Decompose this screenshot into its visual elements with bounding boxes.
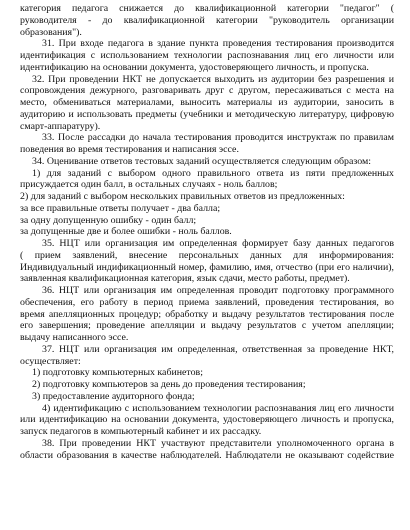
text-line: 2) подготовку компьютеров за день до проведения тестирования; xyxy=(32,379,306,390)
text-line: 34. Оценивание ответов тестовых заданий осуществляется следующим образом: xyxy=(32,155,371,167)
text-line: обеспечения, его работу в период приема заявлений, проведения тестирования, во xyxy=(20,296,394,308)
text-line: аудиторию и использовать предметы (учебники и методическую литературу, цифровую xyxy=(20,108,394,120)
text-line: руководителя - до квалификационной категории "руководитель организации xyxy=(20,14,394,26)
text-line: ( прием заявлений, внесение персональных данных для информирования: xyxy=(20,249,394,261)
text-line: 31. При входе педагога в здание пункта проведения тестирования производится xyxy=(42,38,394,50)
text-line: присуждается один балл, в остальных случаях - ноль баллов; xyxy=(20,179,278,191)
text-line: поведения во время тестирования и написания эссе. xyxy=(20,144,239,155)
text-line: Индивидуальный индификационный номер, фамилию, имя, отчество (при его наличии), xyxy=(20,261,394,273)
text-line: смарт-аппаратуру). xyxy=(20,120,101,132)
text-line: время апелляционных процедур; обработку и выдачу результатов тестирования после xyxy=(20,308,394,320)
text-line: заявленная квалификационная категория, язык сдачи, место работы, предмет). xyxy=(20,273,350,285)
text-line: за одну допущенную ошибку - один балл; xyxy=(20,214,197,226)
text-line: или идентификацию на основании документа, удостоверяющего личность и пропуска, xyxy=(20,414,394,426)
text-line: выдачу написанного эссе. xyxy=(20,332,129,343)
text-line: 37. НЦТ или организация им определенная, ответственная за проведение НКТ, xyxy=(42,343,394,355)
text-line: идентификацию на основании документа, удостоверяющего личность, и пропуска. xyxy=(20,61,369,73)
text-line: 36. НЦТ или организация им определенная проводит подготовку программного xyxy=(42,285,394,296)
text-line: 33. После рассадки до начала тестирования проводится инструктаж по правилам xyxy=(42,132,394,144)
text-line: за все правильные ответы получает - два балла; xyxy=(20,202,221,214)
text-line: 4) идентификацию с использованием технологии распознавания лиц его личности xyxy=(42,402,394,414)
text-line: образования"). xyxy=(20,26,82,38)
text-line: за допущенные две и более ошибки - ноль баллов. xyxy=(20,226,232,238)
text-line: сопровождения дежурного, разговаривать друг с другом, пересаживаться с места на xyxy=(20,85,394,97)
text-line: осуществляет: xyxy=(20,355,81,367)
text-line: место, обмениваться материалами, выносить материалы из аудитории, заносить в xyxy=(20,97,394,108)
text-line: 32. При проведении НКТ не допускается выходить из аудитории без разрешения и xyxy=(32,73,394,85)
text-line: 1) для заданий с выбором одного правильного ответа из пяти предложенных xyxy=(32,167,394,179)
text-line: области образования в качестве наблюдателей. Наблюдатели не оказывают содействие xyxy=(20,449,394,461)
text-line: запуск педагогов в компьютерный кабинет и их рассадку. xyxy=(20,426,262,437)
text-line: 1) подготовку компьютерных кабинетов; xyxy=(32,367,203,379)
text-line: категория педагога снижается до квалификационной категории "педагог" ( xyxy=(20,3,394,14)
text-line: 35. НЦТ или организация им определенная формирует базу данных педагогов xyxy=(42,238,394,249)
text-line: идентификация с использованием технологии распознавания лиц его личности или xyxy=(20,50,394,61)
text-line: 3) предоставление аудиторного фонда; xyxy=(32,390,195,402)
text-line: его завершения; проведение апелляции и выдачу результатов с учетом апелляции; xyxy=(20,320,394,332)
text-line: 38. При проведении НКТ участвуют представители уполномоченного органа в xyxy=(42,437,394,449)
text-line: 2) для заданий с выбором нескольких правильных ответов из предложенных: xyxy=(20,191,345,202)
